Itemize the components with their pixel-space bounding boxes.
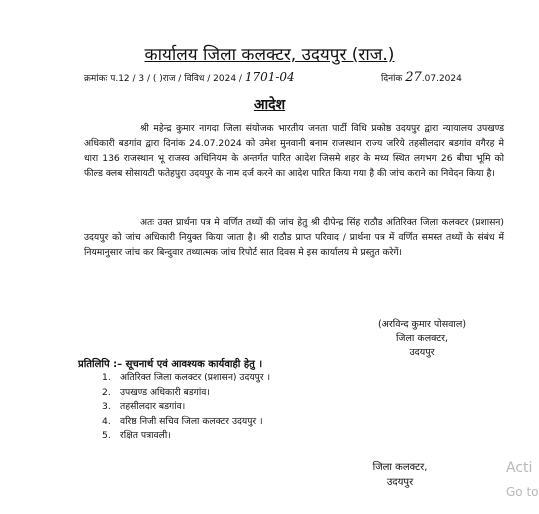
office-title: कार्यालय जिला कलक्टर, उदयपुर (राज.)	[144, 45, 395, 65]
signatory-place: उदयपुर	[409, 347, 435, 358]
reference-number	[84, 70, 295, 84]
reference-handwritten: 1701-04	[244, 70, 295, 84]
signatory-name: (अरविन्द कुमार पोसवाल)	[377, 319, 467, 330]
footer-place: उदयपुर	[386, 477, 414, 488]
date-label: दिनांक	[381, 74, 403, 84]
footer-designation: जिला कलक्टर,	[372, 462, 428, 473]
watermark-line-2: Go to	[506, 485, 539, 499]
date-suffix: .07.2024	[421, 74, 462, 84]
list-item: 1. अतिरिक्त जिला कलक्टर (प्रशासन) उदयपुर ।	[102, 372, 271, 383]
copy-heading: प्रतिलिपि :– सूचनार्थ एवं आवश्यक कार्यवाही हेतु ।	[78, 359, 263, 370]
date-handwritten: 27	[405, 70, 422, 85]
order-heading: आदेश	[253, 97, 286, 113]
signatory-designation: जिला कलक्टर,	[395, 333, 449, 344]
watermark-line-1: Acti	[506, 460, 533, 476]
list-item: 5. रक्षित पत्रावली।	[102, 430, 171, 441]
signature-block-footer	[360, 460, 440, 490]
activation-watermark	[506, 456, 539, 504]
order-date	[381, 70, 462, 85]
body-paragraph-1: श्री महेन्द्र कुमार नागदा जिला संयोजक भारतीय जनता पार्टी विधि प्रकोष्ठ उदयपुर द्वारा न्यायालय उपखण्ड अधिकारी बडगांव द्वारा दिनांक 24.07.2024 को उमेश मुनवानी बनाम राजस्थान राज्य जरिये तहसीलदार बडगांव वगैरह मे धारा 136 राजस्थान भू राजस्व अधिनियम के अन्तर्गत पारित आदेश जिसमे शहर के मध्य स्थित लगभग 26 बीघा भूमि को फील्ड क्लब सोसायटी फतेहपुरा उदयपुर के नाम दर्ज करने का आदेश पारित किया गया है की जांच कराने का निवेदन किया है।	[84, 123, 504, 179]
signature-block-collector	[352, 318, 492, 360]
copy-recipients-list	[102, 371, 270, 444]
list-item: 3. तहसीलदार बडगांव।	[102, 401, 186, 412]
reference-prefix: क्रमांकः प.12 / 3 / ( )राज / विविध / 2024 /	[84, 74, 245, 84]
list-item: 2. उपखण्ड अधिकारी बडगांव।	[102, 386, 210, 398]
body-paragraph-2: अतः उक्त प्रार्थना पत्र मे वर्णित तथ्यों की जांच हेतु श्री दीपेन्द्र सिंह राठौड अतिरिक्त जिला कलक्टर (प्रशासन) उदयपुर को जांच अधिकारी नियुक्त किया जाता है। श्री राठौड प्राप्त परिवाद / प्रार्थना पत्र में वर्णित समस्त तथ्यों के संबंध में नियमानुसार जांच कर बिन्दुवार तथ्यात्मक जांच रिपोर्ट सात दिवस मे इस कार्यालय मे प्रस्तुत करेगें।	[84, 217, 504, 258]
list-item: 4. वरिष्ठ निजी सचिव जिला कलक्टर उदयपुर ।	[102, 415, 263, 427]
